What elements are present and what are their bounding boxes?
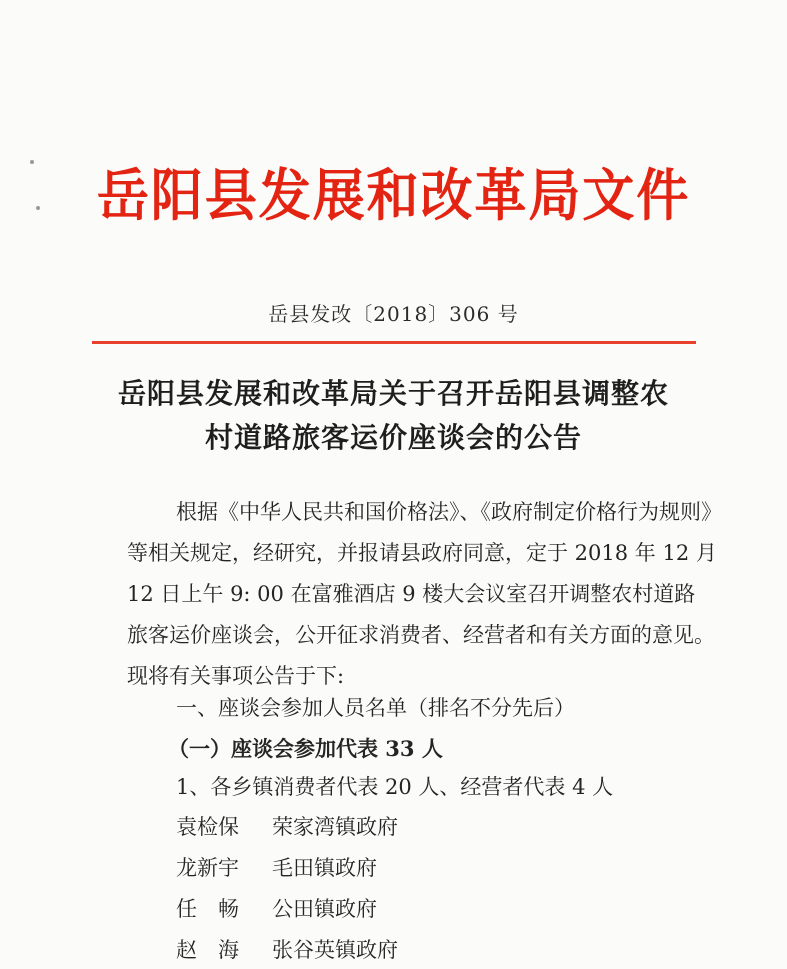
subsection-heading: （一）座谈会参加代表 33 人: [168, 736, 443, 761]
representative-row: [176, 811, 398, 841]
representative-name: 龙新宇: [176, 856, 239, 880]
section-heading: 一、座谈会参加人员名单（排名不分先后）: [176, 696, 575, 720]
representative-row: [176, 934, 398, 964]
representative-name: 任 畅: [176, 897, 239, 921]
paragraph-line-5: 现将有关事项公告于下:: [127, 664, 345, 688]
issuing-authority-header: 岳阳县发展和改革局文件: [96, 163, 691, 229]
list-item-1: 1、各乡镇消费者代表 20 人、经营者代表 4 人: [176, 775, 614, 799]
paragraph-line-2: 等相关规定，经研究，并报请县政府同意，定于 2018 年 12 月: [127, 541, 717, 565]
representative-name: 袁检保: [176, 815, 239, 839]
representative-org: 公田镇政府: [272, 897, 377, 921]
document-number: 岳县发改〔2018〕306 号: [268, 302, 519, 326]
paragraph-line-3: 12 日上午 9: 00 在富雅酒店 9 楼大会议室召开调整农村道路: [127, 582, 696, 606]
representative-org: 毛田镇政府: [272, 856, 377, 880]
representative-row: [176, 852, 377, 882]
paragraph-line-4: 旅客运价座谈会，公开征求消费者、经营者和有关方面的意见。: [127, 623, 715, 647]
representative-org: 荣家湾镇政府: [272, 815, 398, 839]
paragraph-line-1: 根据《中华人民共和国价格法》、《政府制定价格行为规则》: [176, 500, 722, 524]
scan-speck: [30, 160, 34, 164]
representative-row: [176, 893, 377, 923]
notice-title-line-1: 岳阳县发展和改革局关于召开岳阳县调整农: [117, 377, 669, 410]
red-divider-line: [92, 341, 696, 344]
representative-name: 赵 海: [176, 938, 239, 962]
notice-title-line-2: 村道路旅客运价座谈会的公告: [204, 421, 582, 454]
representative-org: 张谷英镇政府: [272, 938, 398, 962]
scan-speck: [36, 206, 40, 210]
